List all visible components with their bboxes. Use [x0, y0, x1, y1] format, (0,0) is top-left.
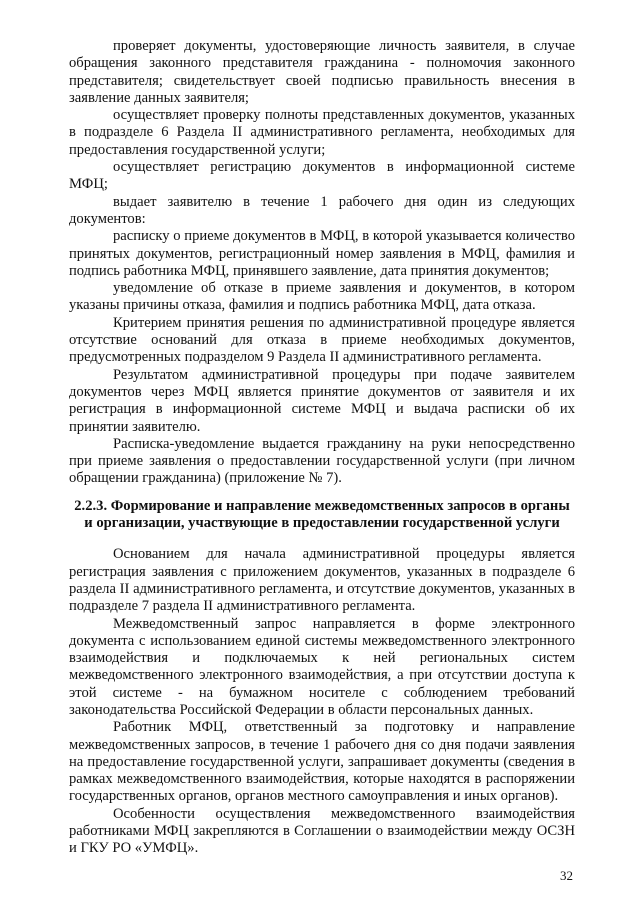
paragraph: Расписка-уведомление выдается гражданину на руки непосредственно при приеме заявления о предоставлении государственной услуги (при личном обращении гражданина) (приложение № 7).: [69, 435, 575, 487]
paragraph: Результатом административной процедуры при подаче заявителем документов через МФЦ является принятие документов от заявителя и их регистрация в информационной системе МФЦ и выдача расписки об их принятии заявителю.: [69, 366, 575, 435]
paragraph: выдает заявителю в течение 1 рабочего дня один из следующих документов:: [69, 193, 575, 227]
paragraph: осуществляет проверку полноты представленных документов, указанных в подразделе 6 Раздела II административного регламента, необходимых для предоставления государственной услуги;: [69, 107, 575, 158]
paragraph: Работник МФЦ, ответственный за подготовку и направление межведомственных запросов, в течение 1 рабочего дня со дня подачи заявления на предоставление государственной услуги, запрашивает документы (сведения в рамках межведомственного взаимодействия, которые находятся в распоряжении государственных органов, органов местного самоуправления и иных органов).: [69, 719, 575, 805]
paragraph: Критерием принятия решения по административной процедуре является отсутствие оснований для отказа в приеме необходимых документов, предусмотренных подразделом 9 Раздела II административного регламента.: [69, 314, 575, 366]
paragraph: уведомление об отказе в приеме заявления и документов, в котором указаны причины отказа, фамилия и подпись работника МФЦ, дата отказа.: [69, 280, 575, 314]
paragraph: осуществляет регистрацию документов в информационной системе МФЦ;: [69, 159, 575, 193]
paragraph: Межведомственный запрос направляется в форме электронного документа с использованием единой системы межведомственного электронного взаимодействия и подключаемых к ней региональных систем межведомственного электронного взаимодействия, а при отсутствии доступа к этой системе - на бумажном носителе с соблюдением требований законодательства Российской Федерации в области персональных данных.: [69, 615, 575, 718]
section-heading: 2.2.3. Формирование и направление межведомственных запросов в органы и организации, участвующие в предоставлении государственной услуги: [74, 497, 570, 532]
paragraph: проверяет документы, удостоверяющие личность заявителя, в случае обращения законного представителя гражданина - полномочия законного представителя; свидетельствует своей подписью правильность внесения в заявление данных заявителя;: [69, 38, 575, 106]
paragraph: Особенности осуществления межведомственного взаимодействия работниками МФЦ закрепляются в Соглашении о взаимодействии между ОСЗН и ГКУ РО «УМФЦ».: [69, 805, 575, 857]
page-number: 32: [560, 868, 573, 883]
paragraph: расписку о приеме документов в МФЦ, в которой указывается количество принятых документов, регистрационный номер заявления в МФЦ, фамилия и подпись работника МФЦ, принявшего заявление, дата принятия документов;: [69, 228, 575, 279]
document-body: [69, 38, 575, 858]
paragraph: Основанием для начала административной процедуры является регистрация заявления с приложением документов, указанных в подразделе 6 раздела II административного регламента, и отсутствие документов, указанных в подразделе 7 раздела II административного регламента.: [69, 546, 575, 615]
